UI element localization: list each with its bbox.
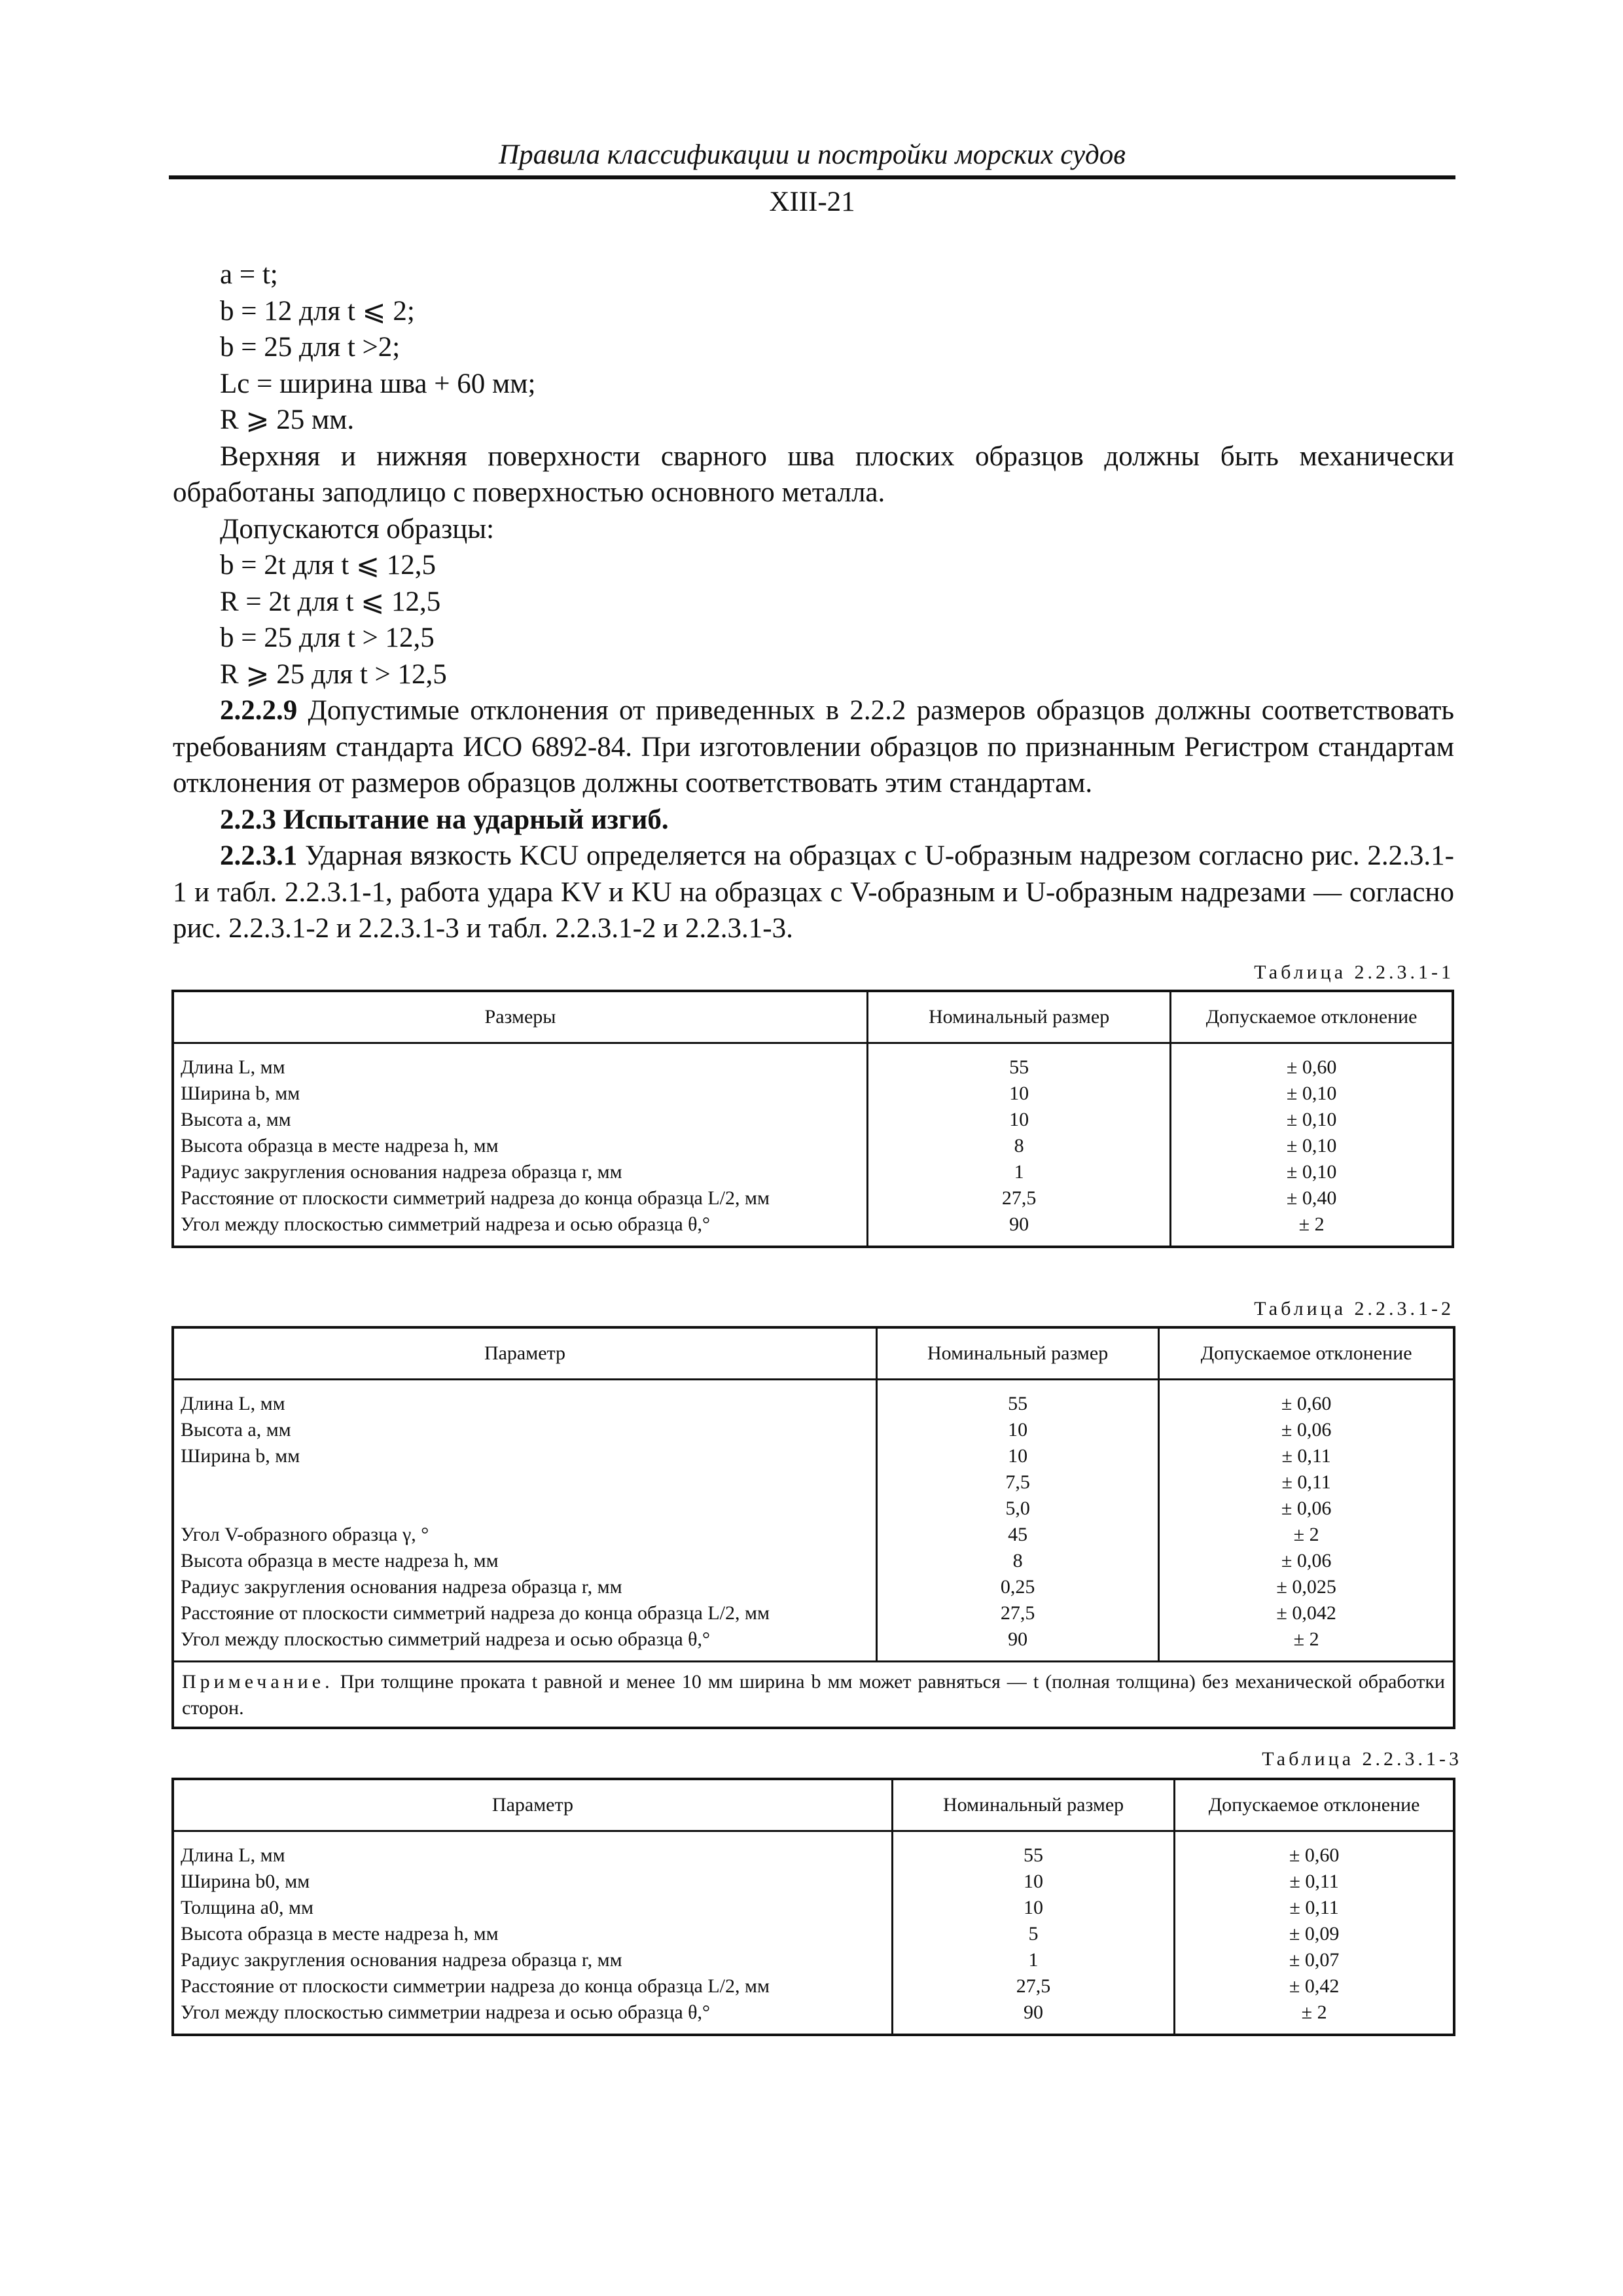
header-rule	[169, 175, 1455, 179]
table-row	[173, 1522, 1454, 1548]
cell-parameter: Расстояние от плоскости симметрий надреза до конца образца L/2, мм	[173, 1185, 868, 1211]
formula-line: b = 25 для t > 12,5	[220, 622, 435, 653]
table-caption: Таблица 2.2.3.1-1	[1254, 961, 1454, 983]
formula-line: R = 2t для t ⩽ 12,5	[220, 586, 441, 617]
clause-text: Ударная вязкость KCU определяется на образцах с U-образным надрезом согласно рис. 2.2.3.1-1 и табл. 2.2.3.1-1, работа удара KV и KU на образцах с V-образным и U-образным надрезами — согласно рис. 2.2.3.1-2 и 2.2.3.1-3 и табл. 2.2.3.1-2 и 2.2.3.1-3.	[173, 840, 1454, 944]
table-caption: Таблица 2.2.3.1-2	[1254, 1298, 1454, 1319]
table-row	[173, 1043, 1453, 1081]
table-body	[173, 1380, 1454, 1662]
table-body	[173, 1831, 1454, 2036]
table-note	[173, 1662, 1454, 1729]
running-title: Правила классификации и постройки морских судов	[499, 139, 1126, 170]
cell-tolerance: ± 2	[1171, 1211, 1453, 1247]
cell-nominal: 10	[892, 1895, 1174, 1921]
column-header: Номинальный размер	[868, 991, 1171, 1043]
cell-tolerance: ± 0,06	[1159, 1548, 1454, 1574]
column-header: Допускаемое отклонение	[1175, 1779, 1454, 1831]
cell-nominal: 10	[876, 1417, 1158, 1443]
cell-tolerance: ± 0,025	[1159, 1574, 1454, 1600]
cell-tolerance: ± 0,06	[1159, 1417, 1454, 1443]
cell-tolerance: ± 0,10	[1171, 1133, 1453, 1159]
cell-nominal: 55	[868, 1043, 1171, 1081]
table-row	[173, 1574, 1454, 1600]
note-label: Примечание.	[182, 1671, 334, 1693]
formula-line: b = 12 для t ⩽ 2;	[220, 295, 415, 327]
table-row	[173, 1626, 1454, 1662]
cell-parameter: Высота образца в месте надреза h, мм	[173, 1133, 868, 1159]
table-2-2-3-1-2	[171, 1326, 1455, 1729]
cell-tolerance: ± 0,07	[1175, 1947, 1454, 1973]
table-row	[173, 1947, 1454, 1973]
cell-parameter: Высота a, мм	[173, 1417, 876, 1443]
cell-nominal: 27,5	[868, 1185, 1171, 1211]
clause-number: 2.2.3.1	[220, 840, 298, 871]
cell-tolerance: ± 0,60	[1159, 1380, 1454, 1418]
cell-parameter: Угол между плоскостью симметрий надреза и осью образца θ,°	[173, 1211, 868, 1247]
cell-tolerance: ± 0,11	[1159, 1469, 1454, 1496]
cell-parameter	[173, 1496, 876, 1522]
cell-parameter: Угол между плоскостью симметрий надреза и осью образца θ,°	[173, 1626, 876, 1662]
table-row	[173, 1081, 1453, 1107]
cell-tolerance: ± 0,11	[1175, 1895, 1454, 1921]
cell-tolerance: ± 0,10	[1171, 1081, 1453, 1107]
cell-parameter: Высота a, мм	[173, 1107, 868, 1133]
cell-parameter: Расстояние от плоскости симметрий надреза до конца образца L/2, мм	[173, 1600, 876, 1626]
column-header: Номинальный размер	[892, 1779, 1174, 1831]
clause-2231	[173, 838, 1454, 947]
cell-parameter: Толщина a0, мм	[173, 1895, 892, 1921]
table-row	[173, 1417, 1454, 1443]
clause-number: 2.2.2.9	[220, 695, 298, 726]
cell-nominal: 10	[876, 1443, 1158, 1469]
cell-nominal: 27,5	[892, 1973, 1174, 2000]
column-header: Номинальный размер	[876, 1327, 1158, 1380]
clause-text: Допустимые отклонения от приведенных в 2.2.2 размеров образцов должны соответствовать требованиям стандарта ИСО 6892-84. При изготовлении образцов по признанным Регистром стандартам отклонения от размеров образцов должны соответствовать этим стандартам.	[173, 695, 1455, 798]
formula-line: b = 2t для t ⩽ 12,5	[220, 550, 437, 581]
page-number: XIII-21	[769, 187, 855, 217]
cell-tolerance: ± 0,042	[1159, 1600, 1454, 1626]
cell-nominal: 55	[892, 1831, 1174, 1869]
cell-parameter: Длина L, мм	[173, 1380, 876, 1418]
table-row	[173, 1469, 1454, 1496]
formula-line: Lc = ширина шва + 60 мм;	[220, 368, 536, 399]
clause-2229	[173, 692, 1454, 802]
column-header: Параметр	[173, 1327, 876, 1380]
table-row	[173, 1921, 1454, 1947]
table-row	[173, 1443, 1454, 1469]
cell-nominal: 90	[876, 1626, 1158, 1662]
cell-tolerance: ± 0,60	[1171, 1043, 1453, 1081]
paragraph-machining: Верхняя и нижняя поверхности сварного шва плоских образцов должны быть механически обработаны заподлицо с поверхностью основного металла.	[173, 440, 1454, 508]
cell-nominal: 8	[868, 1133, 1171, 1159]
cell-parameter: Радиус закругления основания надреза образца r, мм	[173, 1574, 876, 1600]
cell-parameter: Расстояние от плоскости симметрии надреза до конца образца L/2, мм	[173, 1973, 892, 2000]
cell-tolerance: ± 0,11	[1175, 1869, 1454, 1895]
table-2-2-3-1-1	[171, 990, 1454, 1248]
cell-nominal: 8	[876, 1548, 1158, 1574]
cell-tolerance: ± 2	[1159, 1522, 1454, 1548]
cell-nominal: 5,0	[876, 1496, 1158, 1522]
table-2-2-3-1-3	[171, 1778, 1455, 2036]
section-heading	[173, 802, 1454, 838]
column-header: Допускаемое отклонение	[1171, 991, 1453, 1043]
cell-nominal: 1	[892, 1947, 1174, 1973]
table-row	[173, 1185, 1453, 1211]
cell-parameter: Радиус закругления основания надреза образца r, мм	[173, 1947, 892, 1973]
table-row	[173, 1496, 1454, 1522]
table-row	[173, 1159, 1453, 1185]
formula-line: a = t;	[220, 259, 278, 290]
cell-nominal: 10	[868, 1107, 1171, 1133]
cell-parameter: Угол между плоскостью симметрии надреза и осью образца θ,°	[173, 2000, 892, 2035]
table-row	[173, 2000, 1454, 2035]
table-row	[173, 1211, 1453, 1247]
formula-line: b = 25 для t >2;	[220, 332, 401, 363]
table-row	[173, 1133, 1453, 1159]
cell-tolerance: ± 0,11	[1159, 1443, 1454, 1469]
column-header: Параметр	[173, 1779, 892, 1831]
cell-parameter: Радиус закругления основания надреза образца r, мм	[173, 1159, 868, 1185]
cell-tolerance: ± 0,10	[1171, 1159, 1453, 1185]
paragraph-allowed: Допускаются образцы:	[220, 513, 495, 545]
cell-tolerance: ± 0,06	[1159, 1496, 1454, 1522]
cell-nominal: 55	[876, 1380, 1158, 1418]
cell-nominal: 1	[868, 1159, 1171, 1185]
note-text: При толщине проката t равной и менее 10 мм ширина b мм может равняться — t (полная толщина) без механической обработки сторон.	[182, 1671, 1445, 1719]
cell-nominal: 90	[892, 2000, 1174, 2035]
cell-parameter: Ширина b, мм	[173, 1081, 868, 1107]
cell-tolerance: ± 0,10	[1171, 1107, 1453, 1133]
cell-parameter: Длина L, мм	[173, 1043, 868, 1081]
cell-nominal: 7,5	[876, 1469, 1158, 1496]
table-body	[173, 1043, 1453, 1247]
cell-tolerance: ± 2	[1175, 2000, 1454, 2035]
cell-nominal: 27,5	[876, 1600, 1158, 1626]
body-text	[173, 257, 1454, 947]
cell-parameter: Высота образца в месте надреза h, мм	[173, 1921, 892, 1947]
cell-parameter: Угол V-образного образца γ, °	[173, 1522, 876, 1548]
cell-nominal: 45	[876, 1522, 1158, 1548]
table-row	[173, 1869, 1454, 1895]
table-row	[173, 1831, 1454, 1869]
cell-parameter: Длина L, мм	[173, 1831, 892, 1869]
table-row	[173, 1107, 1453, 1133]
column-header: Допускаемое отклонение	[1159, 1327, 1454, 1380]
cell-nominal: 5	[892, 1921, 1174, 1947]
cell-parameter	[173, 1469, 876, 1496]
cell-tolerance: ± 0,42	[1175, 1973, 1454, 2000]
cell-nominal: 0,25	[876, 1574, 1158, 1600]
cell-tolerance: ± 0,40	[1171, 1185, 1453, 1211]
table-caption: Таблица 2.2.3.1-3	[1262, 1748, 1462, 1770]
table-row	[173, 1895, 1454, 1921]
cell-nominal: 90	[868, 1211, 1171, 1247]
cell-nominal: 10	[868, 1081, 1171, 1107]
table-row	[173, 1380, 1454, 1418]
cell-tolerance: ± 0,09	[1175, 1921, 1454, 1947]
table-row	[173, 1548, 1454, 1574]
column-header: Размеры	[173, 991, 868, 1043]
section-title: 2.2.3 Испытание на ударный изгиб.	[220, 804, 669, 835]
cell-nominal: 10	[892, 1869, 1174, 1895]
table-row	[173, 1973, 1454, 2000]
formula-line: R ⩾ 25 мм.	[220, 404, 355, 435]
formula-line: R ⩾ 25 для t > 12,5	[220, 658, 447, 690]
cell-parameter: Ширина b0, мм	[173, 1869, 892, 1895]
cell-parameter: Ширина b, мм	[173, 1443, 876, 1469]
cell-tolerance: ± 0,60	[1175, 1831, 1454, 1869]
cell-tolerance: ± 2	[1159, 1626, 1454, 1662]
cell-parameter: Высота образца в месте надреза h, мм	[173, 1548, 876, 1574]
table-row	[173, 1600, 1454, 1626]
